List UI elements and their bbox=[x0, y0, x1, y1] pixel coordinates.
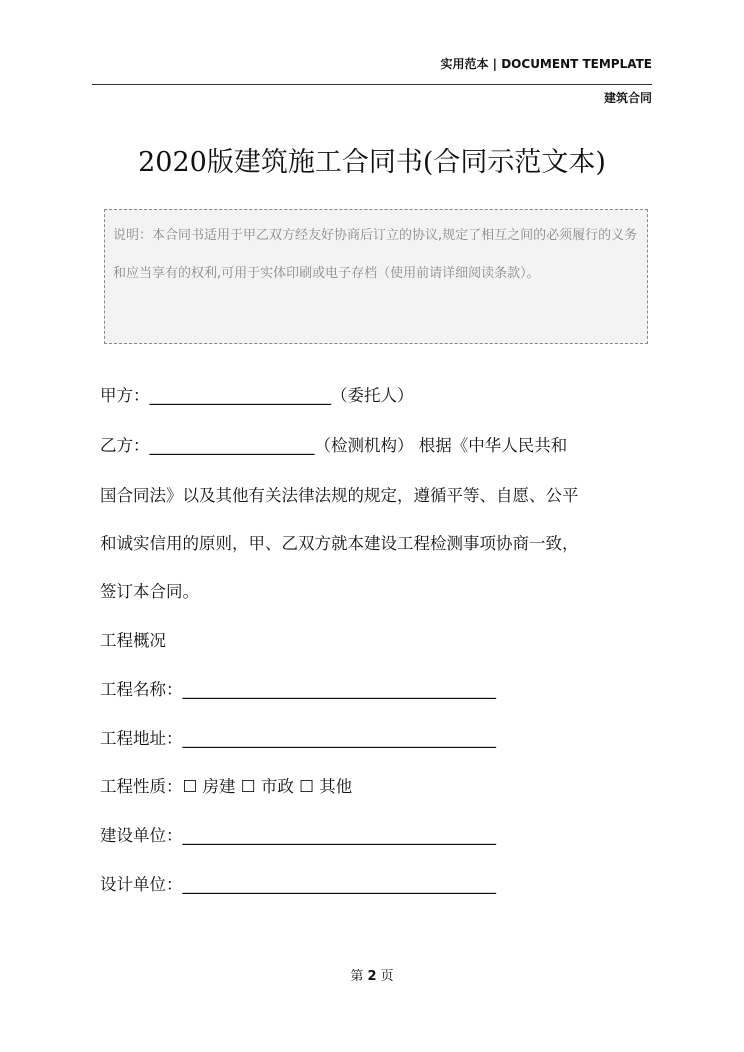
page-number: 2 bbox=[367, 969, 377, 984]
paragraph-line: 国合同法》以及其他有关法律法规的规定，遵循平等、自愿、公平 bbox=[100, 486, 579, 505]
party-a-line: 甲方：______________________（委托人） bbox=[100, 386, 414, 405]
project-address-line: 工程地址：______________________________________ bbox=[100, 729, 496, 748]
paragraph-line: 和诚实信用的原则，甲、乙双方就本建设工程检测事项协商一致， bbox=[100, 534, 579, 553]
project-name-line: 工程名称：______________________________________ bbox=[100, 680, 496, 699]
page-footer bbox=[0, 965, 744, 984]
section-heading: 工程概况 bbox=[100, 631, 166, 650]
document-title: 2020版建筑施工合同书(合同示范文本) bbox=[138, 147, 606, 178]
header-rule bbox=[92, 84, 652, 85]
footer-suffix: 页 bbox=[380, 969, 394, 984]
header-label: 实用范本 | DOCUMENT TEMPLATE bbox=[440, 57, 652, 71]
project-nature-line: 工程性质：☐ 房建 ☐ 市政 ☐ 其他 bbox=[100, 777, 353, 796]
description-note: 说明：本合同书适用于甲乙双方经友好协商后订立的协议,规定了相互之间的必须履行的义务和应当享有的权利,可用于实体印刷或电子存档（使用前请详细阅读条款）。 bbox=[104, 209, 648, 344]
footer-prefix: 第 bbox=[350, 969, 364, 984]
party-b-line: 乙方：____________________（检测机构） 根据《中华人民共和 bbox=[100, 436, 568, 455]
header-category: 建筑合同 bbox=[603, 91, 652, 105]
builder-line: 建设单位：______________________________________ bbox=[100, 826, 496, 845]
paragraph-line: 签订本合同。 bbox=[100, 582, 199, 601]
designer-line: 设计单位：______________________________________ bbox=[100, 875, 496, 894]
